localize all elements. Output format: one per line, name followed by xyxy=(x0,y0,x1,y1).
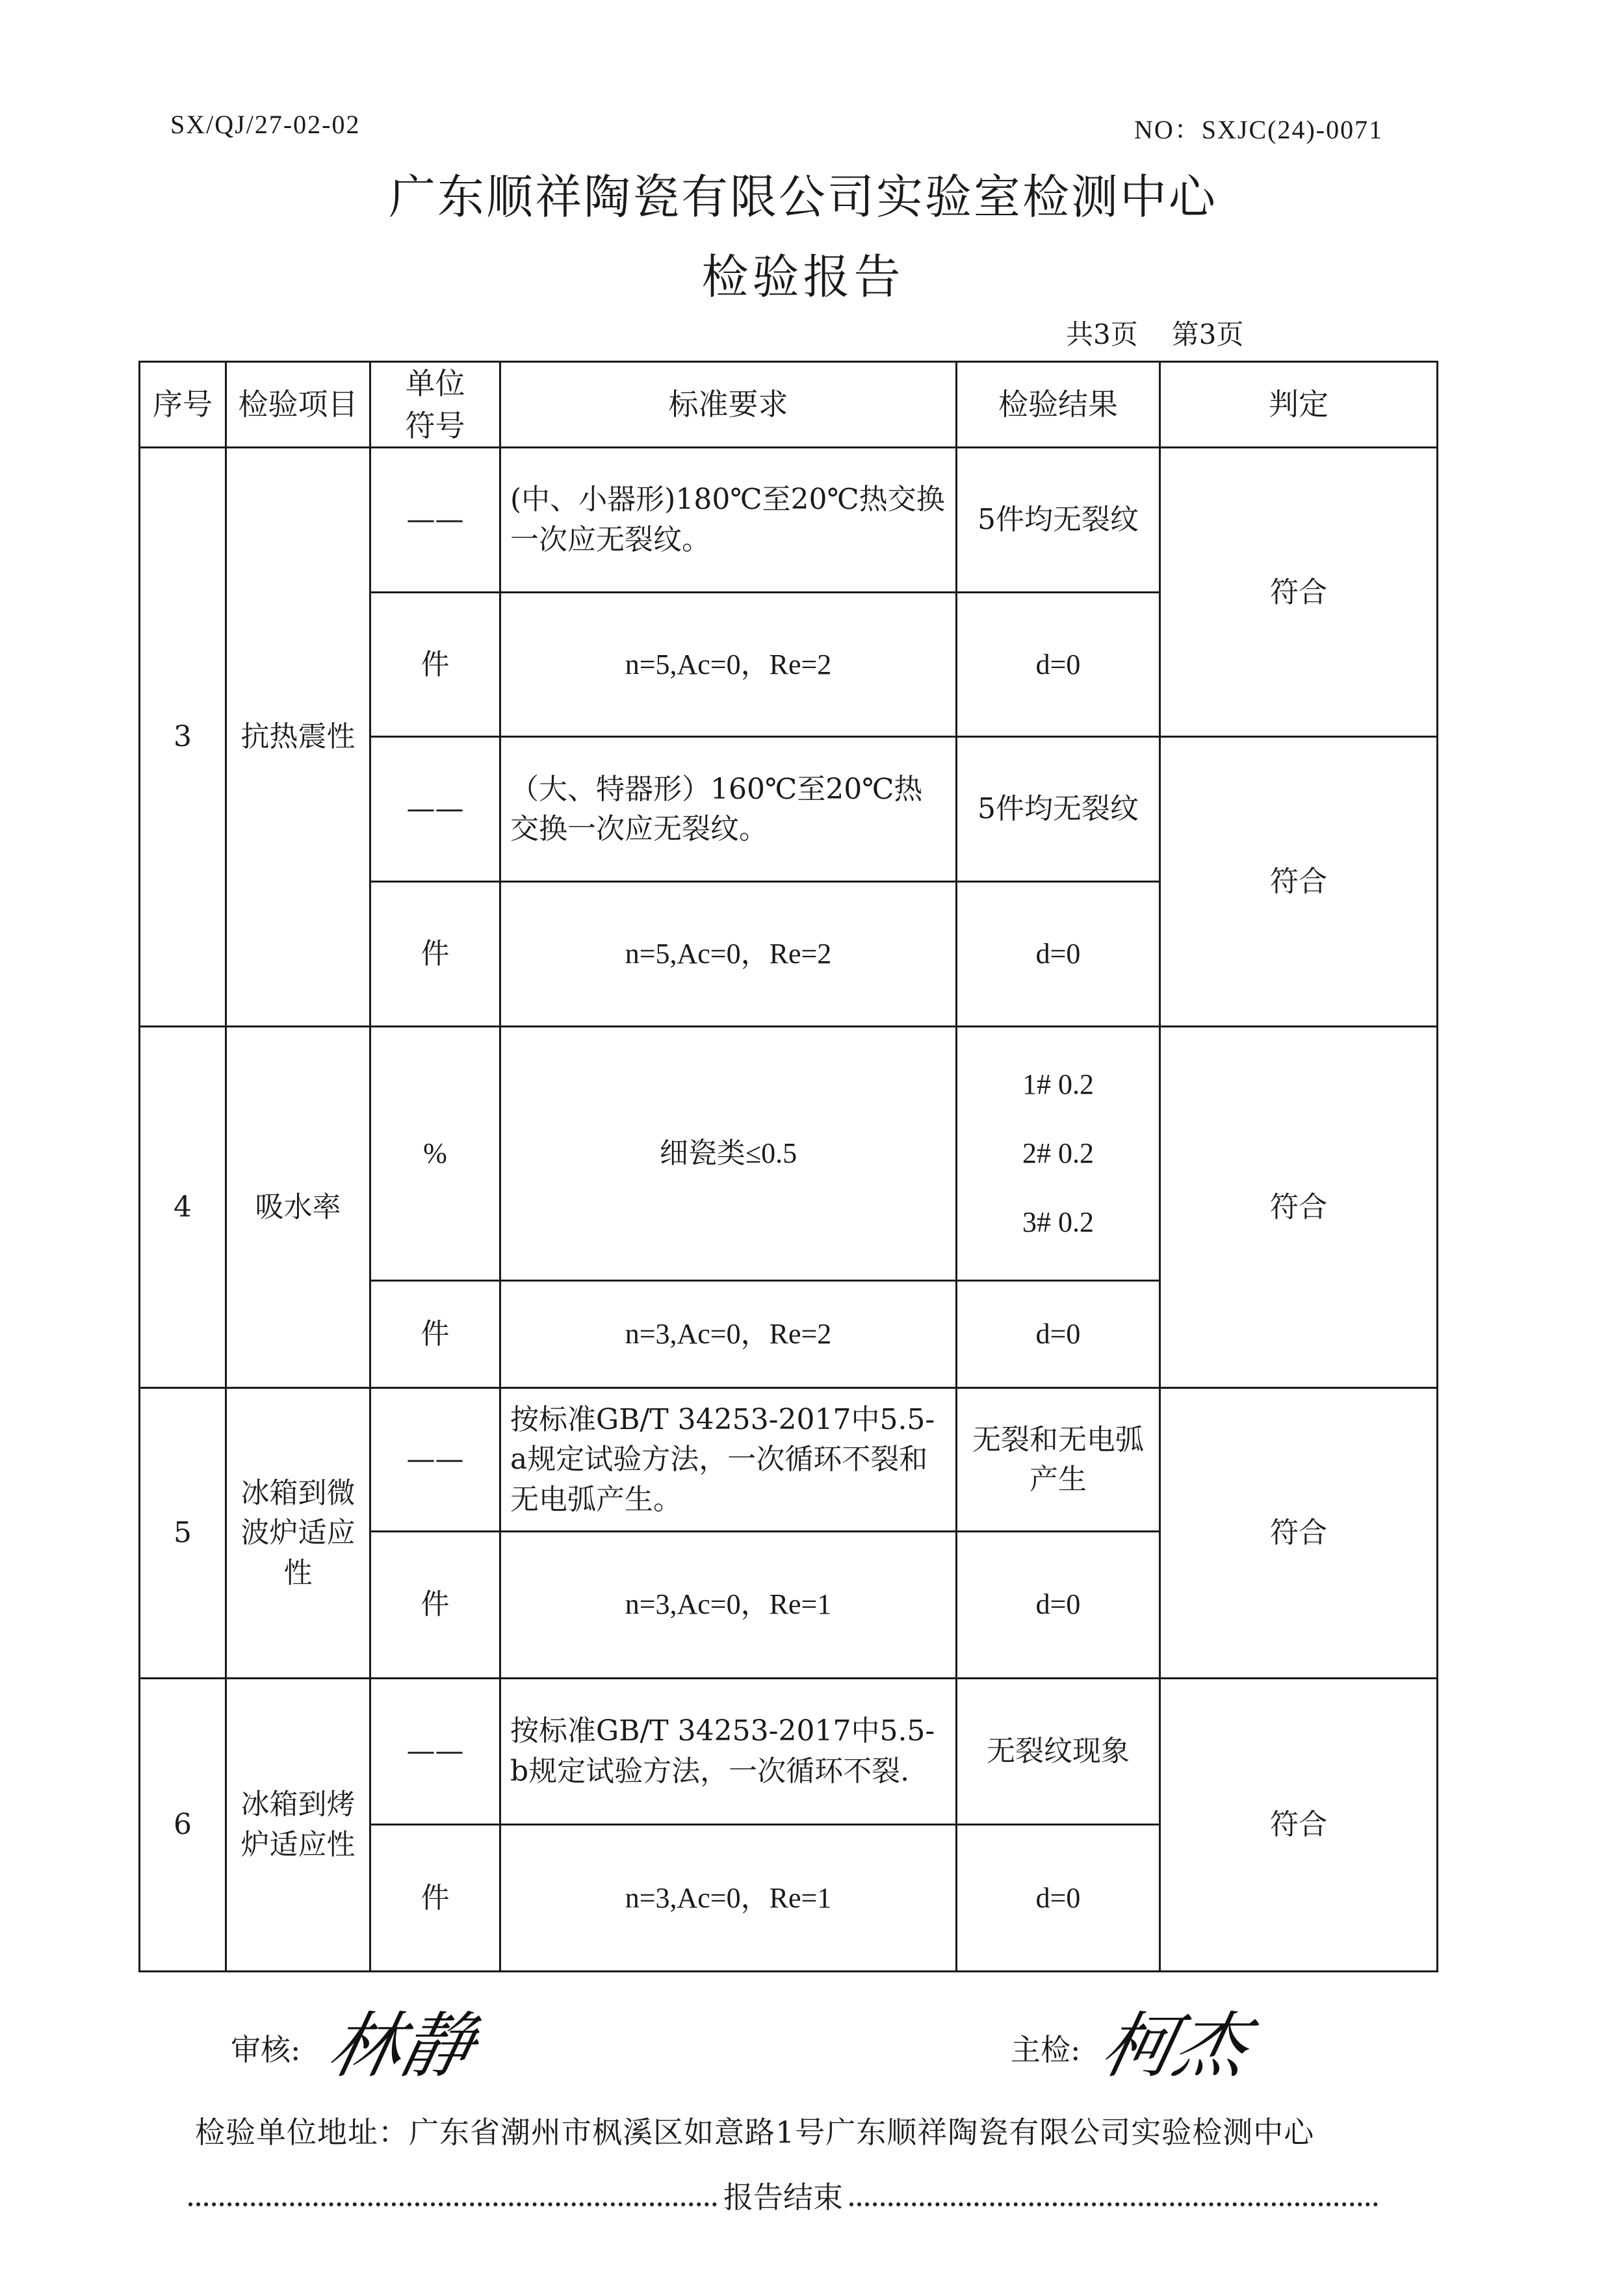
result-cell: 5件均无裂纹 xyxy=(957,737,1160,882)
seq-cell: 6 xyxy=(140,1678,226,1971)
item-cell: 冰箱到微波炉适应性 xyxy=(226,1388,370,1678)
current-page: 第3页 xyxy=(1171,318,1244,350)
header-item: 检验项目 xyxy=(226,362,370,448)
table-header-row xyxy=(140,362,1438,448)
item-cell: 吸水率 xyxy=(226,1026,370,1388)
unit-cell: 件 xyxy=(370,592,500,737)
requirement-cell: 按标准GB/T 34253-2017中5.5-b规定试验方法，一次循环不裂. xyxy=(500,1678,957,1825)
unit-cell: 件 xyxy=(370,1280,500,1387)
header-seq: 序号 xyxy=(140,362,226,448)
unit-cell: —— xyxy=(370,737,500,882)
result-line: 3# 0.2 xyxy=(1022,1206,1094,1238)
header-verdict: 判定 xyxy=(1160,362,1438,448)
unit-cell: —— xyxy=(370,1388,500,1532)
verdict-cell: 符合 xyxy=(1160,1678,1438,1971)
verdict-cell: 符合 xyxy=(1160,1026,1438,1388)
result-cell: d=0 xyxy=(957,882,1160,1027)
inspector-label: 主检: xyxy=(1011,2032,1081,2067)
sampling-cell: n=5,Ac=0，Re=2 xyxy=(500,592,957,737)
requirement-cell: 按标准GB/T 34253-2017中5.5-a规定试验方法，一次循环不裂和无电弧产生。 xyxy=(500,1388,957,1532)
result-cell: d=0 xyxy=(957,1825,1160,1972)
table-row xyxy=(140,448,1438,593)
total-pages: 共3页 xyxy=(1066,318,1138,350)
table-row xyxy=(140,1678,1438,1825)
requirement-cell: (中、小器形)180℃至20℃热交换一次应无裂纹。 xyxy=(500,448,957,593)
dotted-rule xyxy=(188,2184,717,2206)
result-cell xyxy=(957,1026,1160,1280)
inspection-table xyxy=(138,361,1438,1972)
unit-cell: —— xyxy=(370,448,500,593)
reviewer-label: 审核: xyxy=(231,2032,301,2067)
header-result: 检验结果 xyxy=(957,362,1160,448)
table-row xyxy=(140,1026,1438,1280)
seq-cell: 5 xyxy=(140,1388,226,1678)
sampling-cell: n=3,Ac=0，Re=1 xyxy=(500,1531,957,1678)
verdict-cell: 符合 xyxy=(1160,1388,1438,1678)
verdict-cell: 符合 xyxy=(1160,737,1438,1026)
report-number: NO：SXJC(24)-0071 xyxy=(1134,115,1384,144)
header-standard: 标准要求 xyxy=(500,362,957,448)
result-cell: d=0 xyxy=(957,1280,1160,1387)
page-indicator xyxy=(1066,313,1243,352)
dotted-rule xyxy=(849,2184,1378,2206)
header-unit: 单位符号 xyxy=(370,362,500,448)
table-row xyxy=(140,1388,1438,1532)
result-cell: 无裂纹现象 xyxy=(957,1678,1160,1825)
result-cell: d=0 xyxy=(957,592,1160,737)
lab-address: 检验单位地址：广东省潮州市枫溪区如意路1号广东顺祥陶瓷有限公司实验检测中心 xyxy=(195,2115,1315,2150)
organization-name: 广东顺祥陶瓷有限公司实验室检测中心 xyxy=(388,170,1217,224)
unit-cell: % xyxy=(370,1026,500,1280)
seq-cell: 3 xyxy=(140,448,226,1027)
sampling-cell: n=5,Ac=0，Re=2 xyxy=(500,882,957,1027)
report-end-text: 报告结束 xyxy=(723,2180,843,2215)
result-cell: 无裂和无电弧产生 xyxy=(957,1388,1160,1532)
item-cell: 冰箱到烤炉适应性 xyxy=(226,1678,370,1971)
seq-cell: 4 xyxy=(140,1026,226,1388)
document-code: SX/QJ/27-02-02 xyxy=(170,110,361,139)
requirement-cell: 细瓷类≤0.5 xyxy=(500,1026,957,1280)
sampling-cell: n=3,Ac=0，Re=1 xyxy=(500,1825,957,1972)
inspector-signature: 柯杰 xyxy=(1094,2004,1256,2087)
report-end-line xyxy=(188,2174,1378,2217)
sampling-cell: n=3,Ac=0，Re=2 xyxy=(500,1280,957,1387)
result-line: 2# 0.2 xyxy=(1022,1137,1094,1169)
unit-cell: —— xyxy=(370,1678,500,1825)
result-cell: 5件均无裂纹 xyxy=(957,448,1160,593)
report-title: 检验报告 xyxy=(701,250,905,304)
unit-cell: 件 xyxy=(370,1825,500,1972)
item-cell: 抗热震性 xyxy=(226,448,370,1027)
unit-cell: 件 xyxy=(370,1531,500,1678)
requirement-cell: （大、特器形）160℃至20℃热交换一次应无裂纹。 xyxy=(500,737,957,882)
reviewer-signature: 林静 xyxy=(321,2004,482,2087)
result-line: 1# 0.2 xyxy=(1022,1068,1094,1101)
unit-cell: 件 xyxy=(370,882,500,1027)
verdict-cell: 符合 xyxy=(1160,448,1438,737)
result-cell: d=0 xyxy=(957,1531,1160,1678)
